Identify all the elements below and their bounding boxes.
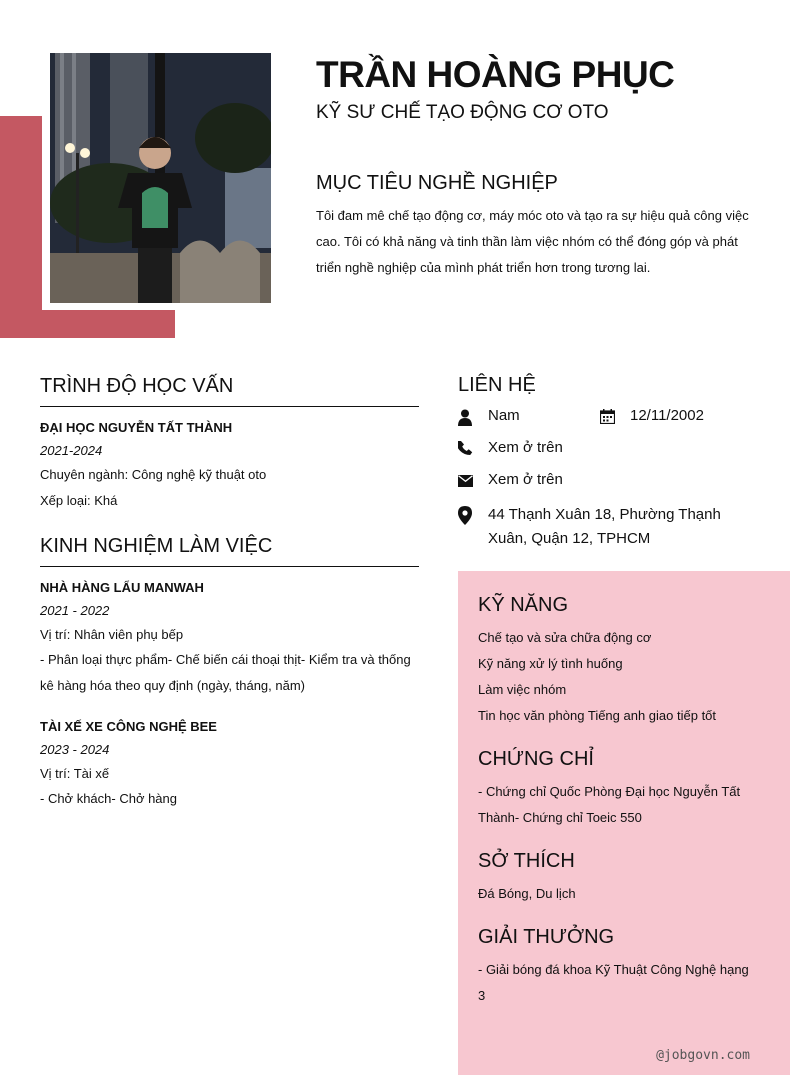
skill-item: Chế tạo và sửa chữa động cơ <box>478 630 652 645</box>
education-major: Chuyên ngành: Công nghệ kỹ thuật oto <box>40 467 267 482</box>
contact-title: LIÊN HỆ <box>458 374 536 396</box>
phone-icon <box>458 439 488 456</box>
experience-years: 2023 - 2024 <box>40 742 110 757</box>
job-title: KỸ SƯ CHẾ TẠO ĐỘNG CƠ OTO <box>316 102 609 123</box>
education-title: TRÌNH ĐỘ HỌC VẤN <box>40 375 234 397</box>
contact-address <box>458 503 758 551</box>
accent-bar-vertical <box>0 116 42 338</box>
skill-item: Làm việc nhóm <box>478 682 567 697</box>
certificates-title: CHỨNG CHỈ <box>478 748 594 770</box>
experience-title: KINH NGHIỆM LÀM VIỆC <box>40 535 273 557</box>
experience-item <box>40 719 419 812</box>
profile-photo <box>50 53 271 303</box>
contact-email <box>458 471 758 488</box>
experience-section <box>40 535 419 812</box>
contact-phone-value: Xem ở trên <box>488 439 563 456</box>
experience-company: NHÀ HÀNG LẨU MANWAH <box>40 580 204 595</box>
mail-icon <box>458 471 488 487</box>
contact-gender-value: Nam <box>488 407 520 424</box>
accent-bar-horizontal <box>0 310 175 338</box>
location-icon <box>458 503 488 525</box>
candidate-name: TRẦN HOÀNG PHỤC <box>316 54 675 95</box>
education-school: ĐẠI HỌC NGUYỄN TẤT THÀNH <box>40 420 233 435</box>
experience-position: Vị trí: Tài xế <box>40 766 110 781</box>
education-header <box>40 375 419 407</box>
experience-description: - Phân loại thực phẩm- Chế biến cái thoại thịt- Kiểm tra và thống kê hàng hóa theo quy định (ngày, tháng, năm) <box>40 652 411 693</box>
objective-title: MỤC TIÊU NGHỀ NGHIỆP <box>316 172 558 194</box>
awards-title: GIẢI THƯỞNG <box>478 926 615 948</box>
skill-item: Tin học văn phòng Tiếng anh giao tiếp tốt <box>478 708 717 723</box>
experience-description: - Chở khách- Chở hàng <box>40 791 178 806</box>
contact-gender <box>458 407 598 426</box>
experience-years: 2021 - 2022 <box>40 603 110 618</box>
skill-item: Kỹ năng xử lý tình huống <box>478 656 623 671</box>
contact-address-value: 44 Thạnh Xuân 18, Phường Thạnh Xuân, Quận 12, TPHCM <box>488 506 721 547</box>
education-rank: Xếp loại: Khá <box>40 493 118 508</box>
experience-company: TÀI XẾ XE CÔNG NGHỆ BEE <box>40 719 217 734</box>
person-icon <box>458 407 488 426</box>
contact-dob-value: 12/11/2002 <box>630 407 704 424</box>
experience-position: Vị trí: Nhân viên phụ bếp <box>40 627 184 642</box>
calendar-icon <box>600 407 630 424</box>
awards-text: - Giải bóng đá khoa Kỹ Thuật Công Nghệ hạng 3 <box>478 962 749 1003</box>
certificates-text: - Chứng chỉ Quốc Phòng Đại học Nguyễn Tất Thành- Chứng chỉ Toeic 550 <box>478 784 741 825</box>
contact-dob <box>600 407 750 424</box>
hobbies-text: Đá Bóng, Du lịch <box>478 886 576 901</box>
experience-item <box>40 580 419 699</box>
experience-header <box>40 535 419 567</box>
skills-title: KỸ NĂNG <box>478 594 569 616</box>
education-section <box>40 375 419 508</box>
education-years: 2021-2024 <box>40 443 103 458</box>
hobbies-title: SỞ THÍCH <box>478 850 575 872</box>
contact-email-value: Xem ở trên <box>488 471 563 488</box>
contact-phone <box>458 439 758 456</box>
objective-text: Tôi đam mê chế tạo động cơ, máy móc oto và tạo ra sự hiệu quả công việc cao. Tôi có khả năng và tinh thần làm việc nhóm có thể đóng góp và phát triển nghề nghiệp của mình phát triển hơn trong tương lai. <box>316 208 749 275</box>
side-panel <box>458 571 790 1075</box>
watermark: @jobgovn.com <box>656 1048 750 1063</box>
